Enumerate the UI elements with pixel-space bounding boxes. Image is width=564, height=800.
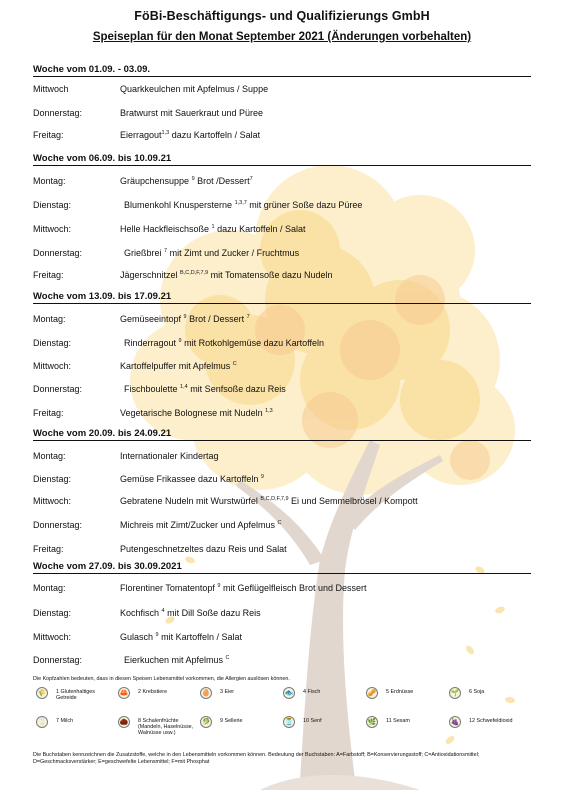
- meal-text: Putengeschnetzeltes dazu Reis und Salat: [120, 544, 287, 554]
- day-label: Mittwoch:: [33, 496, 72, 506]
- meal-text: Quarkkeulchen mit Apfelmus / Suppe: [120, 84, 269, 94]
- allergen-label: 5 Erdnüsse: [386, 689, 414, 695]
- allergen-label: 10 Senf: [303, 718, 322, 724]
- allergen-label: 4 Fisch: [303, 689, 321, 695]
- sulphite-icon: 🍇: [449, 716, 461, 728]
- day-label: Mittwoch: [33, 84, 69, 94]
- meal-text: Gemüse Frikassee dazu Kartoffeln: [120, 474, 261, 484]
- allergen-code: 1,3: [161, 130, 170, 136]
- allergen-code: 1,3,7: [234, 200, 247, 206]
- milk-icon: 🥛: [36, 716, 48, 728]
- allergen-code-2: 7: [246, 314, 250, 320]
- meal-description: [120, 583, 367, 593]
- allergen-item: [36, 687, 116, 717]
- allergen-code: 7: [164, 248, 168, 254]
- soy-icon: 🌱: [449, 687, 461, 699]
- egg-icon: 🥚: [200, 687, 212, 699]
- week-heading: Woche vom 01.09. - 03.09.: [33, 64, 151, 75]
- meal-text-cont: Brot / Dessert: [186, 314, 247, 324]
- meal-description: [124, 655, 230, 665]
- allergen-code: C: [225, 655, 230, 661]
- day-label: Freitag:: [33, 408, 64, 418]
- meal-description: [120, 520, 282, 530]
- meal-description: [120, 176, 253, 186]
- allergen-code: 1,3: [265, 408, 273, 414]
- day-label: Donnerstag:: [33, 520, 83, 530]
- allergen-item: [366, 716, 446, 746]
- meal-text: Helle Hackfleischsoße: [120, 224, 212, 234]
- allergen-item: [366, 687, 446, 717]
- meal-text: Kochfisch: [120, 608, 162, 618]
- week-divider: [33, 165, 531, 166]
- week-heading: Woche vom 20.09. bis 24.09.21: [33, 428, 172, 439]
- week-heading: Woche vom 27.09. bis 30.09.2021: [33, 561, 182, 572]
- week-heading: Woche vom 06.09. bis 10.09.21: [33, 153, 172, 164]
- allergen-code: 4: [161, 608, 165, 614]
- allergen-item: [118, 716, 198, 746]
- meal-description: [120, 84, 268, 94]
- meal-description: [120, 270, 333, 280]
- meal-text: Gräupchensuppe: [120, 176, 192, 186]
- day-label: Dienstag:: [33, 338, 72, 348]
- company-title: FöBi-Beschäftigungs- und Qualifizierungs GmbH: [134, 9, 430, 23]
- meal-text: Florentiner Tomatentopf: [120, 583, 218, 593]
- meal-description: [120, 632, 242, 642]
- meal-text: Bratwurst mit Sauerkraut und Püree: [120, 108, 264, 118]
- allergen-item: [449, 716, 529, 746]
- meal-description: [120, 314, 250, 324]
- meal-text-cont: dazu Kartoffeln / Salat: [214, 224, 306, 234]
- meal-text: Internationaler Kindertag: [120, 451, 219, 461]
- allergen-code: 9: [217, 583, 221, 589]
- allergen-item: [200, 716, 280, 746]
- allergen-label: 3 Eier: [220, 689, 235, 695]
- meal-description: [120, 451, 219, 461]
- meal-text-cont: mit grüner Soße dazu Püree: [246, 200, 363, 210]
- allergen-code: 9: [260, 474, 264, 480]
- day-label: Montag:: [33, 176, 66, 186]
- week-divider: [33, 76, 531, 77]
- meal-text: Blumenkohl Knuspersterne: [124, 200, 235, 210]
- allergen-code: B,C,D,F,7,9: [260, 496, 289, 502]
- allergen-label: 8 Schalenfrüchte (Mandeln, Haselnüsse, Walnüsse usw.): [138, 718, 194, 737]
- allergen-label: 2 Krebstiere: [138, 689, 168, 695]
- allergen-code: 9: [155, 632, 159, 638]
- peanut-icon: 🥜: [366, 687, 378, 699]
- meal-text-cont: mit Rotkohlgemüse dazu Kartoffeln: [181, 338, 325, 348]
- allergen-item: [283, 687, 363, 717]
- allergen-label: 7 Milch: [56, 718, 74, 724]
- meal-description: [124, 248, 299, 258]
- allergen-item: [200, 687, 280, 717]
- meal-description: [120, 130, 260, 140]
- meal-text-cont: mit Zimt und Zucker / Fruchtmus: [167, 248, 300, 258]
- allergen-code: B,C,D,F,7,9: [180, 270, 209, 276]
- meal-description: [120, 361, 237, 371]
- allergen-item: [283, 716, 363, 746]
- day-label: Montag:: [33, 583, 66, 593]
- allergen-label: 11 Sesam: [386, 718, 410, 724]
- allergen-label: 12 Schwefeldioxid: [469, 718, 513, 724]
- meal-text-cont: mit Kartoffeln / Salat: [158, 632, 242, 642]
- meal-description: [120, 544, 287, 554]
- meal-description: [120, 108, 263, 118]
- week-divider: [33, 303, 531, 304]
- allergen-item: [118, 687, 198, 717]
- day-label: Donnerstag:: [33, 655, 83, 665]
- crab-icon: 🦀: [118, 687, 130, 699]
- allergen-code: C: [232, 361, 237, 367]
- meal-text: Gulasch: [120, 632, 156, 642]
- allergen-code: 1,4: [180, 384, 188, 390]
- day-label: Dienstag:: [33, 474, 72, 484]
- meal-text: Kartoffelpuffer mit Apfelmus: [120, 361, 233, 371]
- week-divider: [33, 573, 531, 574]
- allergen-code: C: [277, 520, 282, 526]
- meal-text: Grießbrei: [124, 248, 165, 258]
- additives-note: Die Buchstaben kennzeichnen die Zusatzstoffe, welche in den Lebensmitteln vorkommen können. Bedeutung der Buchstaben: A=Farbstoff; B=Konservierungsstoff; C=Antioxidationsmittel; D=Geschmacksverstärker; E=geschwefelte Lebensmittel; F=mit Phosphat: [33, 752, 480, 765]
- meal-text-cont: Ei und Semmelbrösel / Kompott: [288, 496, 418, 506]
- grain-icon: 🌾: [36, 687, 48, 699]
- day-label: Dienstag:: [33, 608, 72, 618]
- meal-text: Eierkuchen mit Apfelmus: [124, 655, 226, 665]
- allergen-intro: Die Kopfzahlen bedeuten, dass in diesen Speisen Lebensmittel vorkommen, die Allergien auslösen können.: [33, 676, 290, 682]
- meal-text: Michreis mit Zimt/Zucker und Apfelmus: [120, 520, 278, 530]
- allergen-code: 9: [191, 176, 195, 182]
- allergen-item: [36, 716, 116, 746]
- meal-text-cont: mit Dill Soße dazu Reis: [164, 608, 261, 618]
- allergen-label: 1 Glutenhaltiges Getreide: [56, 689, 95, 702]
- day-label: Montag:: [33, 451, 66, 461]
- meal-description: [124, 338, 324, 348]
- meal-text: Eierragout: [120, 130, 162, 140]
- meal-description: [124, 200, 362, 210]
- meal-text: Jägerschnitzel: [120, 270, 181, 280]
- meal-text: Gemüseeintopf: [120, 314, 184, 324]
- day-label: Donnerstag:: [33, 108, 83, 118]
- meal-text-cont: Brot /Dessert: [194, 176, 250, 186]
- day-label: Donnerstag:: [33, 248, 83, 258]
- meal-description: [120, 496, 418, 506]
- day-label: Mittwoch:: [33, 224, 72, 234]
- meal-description: [124, 384, 286, 394]
- day-label: Freitag:: [33, 130, 64, 140]
- allergen-label: 6 Soja: [469, 689, 485, 695]
- meal-text-cont: mit Tomatensoße dazu Nudeln: [208, 270, 333, 280]
- allergen-code-2: 7: [249, 176, 253, 182]
- meal-description: [120, 608, 261, 618]
- meal-text-cont: dazu Kartoffeln / Salat: [169, 130, 261, 140]
- nuts-icon: 🌰: [118, 716, 130, 728]
- meal-description: [120, 224, 306, 234]
- meal-text: Rinderragout: [124, 338, 179, 348]
- day-label: Freitag:: [33, 270, 64, 280]
- day-label: Donnerstag:: [33, 384, 83, 394]
- allergen-item: [449, 687, 529, 717]
- meal-description: [120, 408, 273, 418]
- celery-icon: 🥬: [200, 716, 212, 728]
- mustard-icon: 🫙: [283, 716, 295, 728]
- week-heading: Woche vom 13.09. bis 17.09.21: [33, 291, 172, 302]
- meal-text: Gebratene Nudeln mit Wurstwürfel: [120, 496, 261, 506]
- allergen-code: 9: [183, 314, 187, 320]
- day-label: Freitag:: [33, 544, 64, 554]
- day-label: Mittwoch:: [33, 361, 72, 371]
- allergen-code: 1: [211, 224, 215, 230]
- day-label: Montag:: [33, 314, 66, 324]
- allergen-label: 9 Sellerie: [220, 718, 243, 724]
- week-divider: [33, 440, 531, 441]
- meal-description: [120, 474, 264, 484]
- allergen-code: 9: [178, 338, 182, 344]
- sesame-icon: 🌿: [366, 716, 378, 728]
- menu-subtitle: Speiseplan für den Monat September 2021 (Änderungen vorbehalten): [92, 31, 472, 43]
- fish-icon: 🐟: [283, 687, 295, 699]
- day-label: Mittwoch:: [33, 632, 72, 642]
- meal-text: Fischboulette: [124, 384, 181, 394]
- meal-text-cont: mit Geflügelfleisch Brot und Dessert: [220, 583, 367, 593]
- meal-text: Vegetarische Bolognese mit Nudeln: [120, 408, 266, 418]
- meal-text-cont: mit Senfsoße dazu Reis: [187, 384, 286, 394]
- day-label: Dienstag:: [33, 200, 72, 210]
